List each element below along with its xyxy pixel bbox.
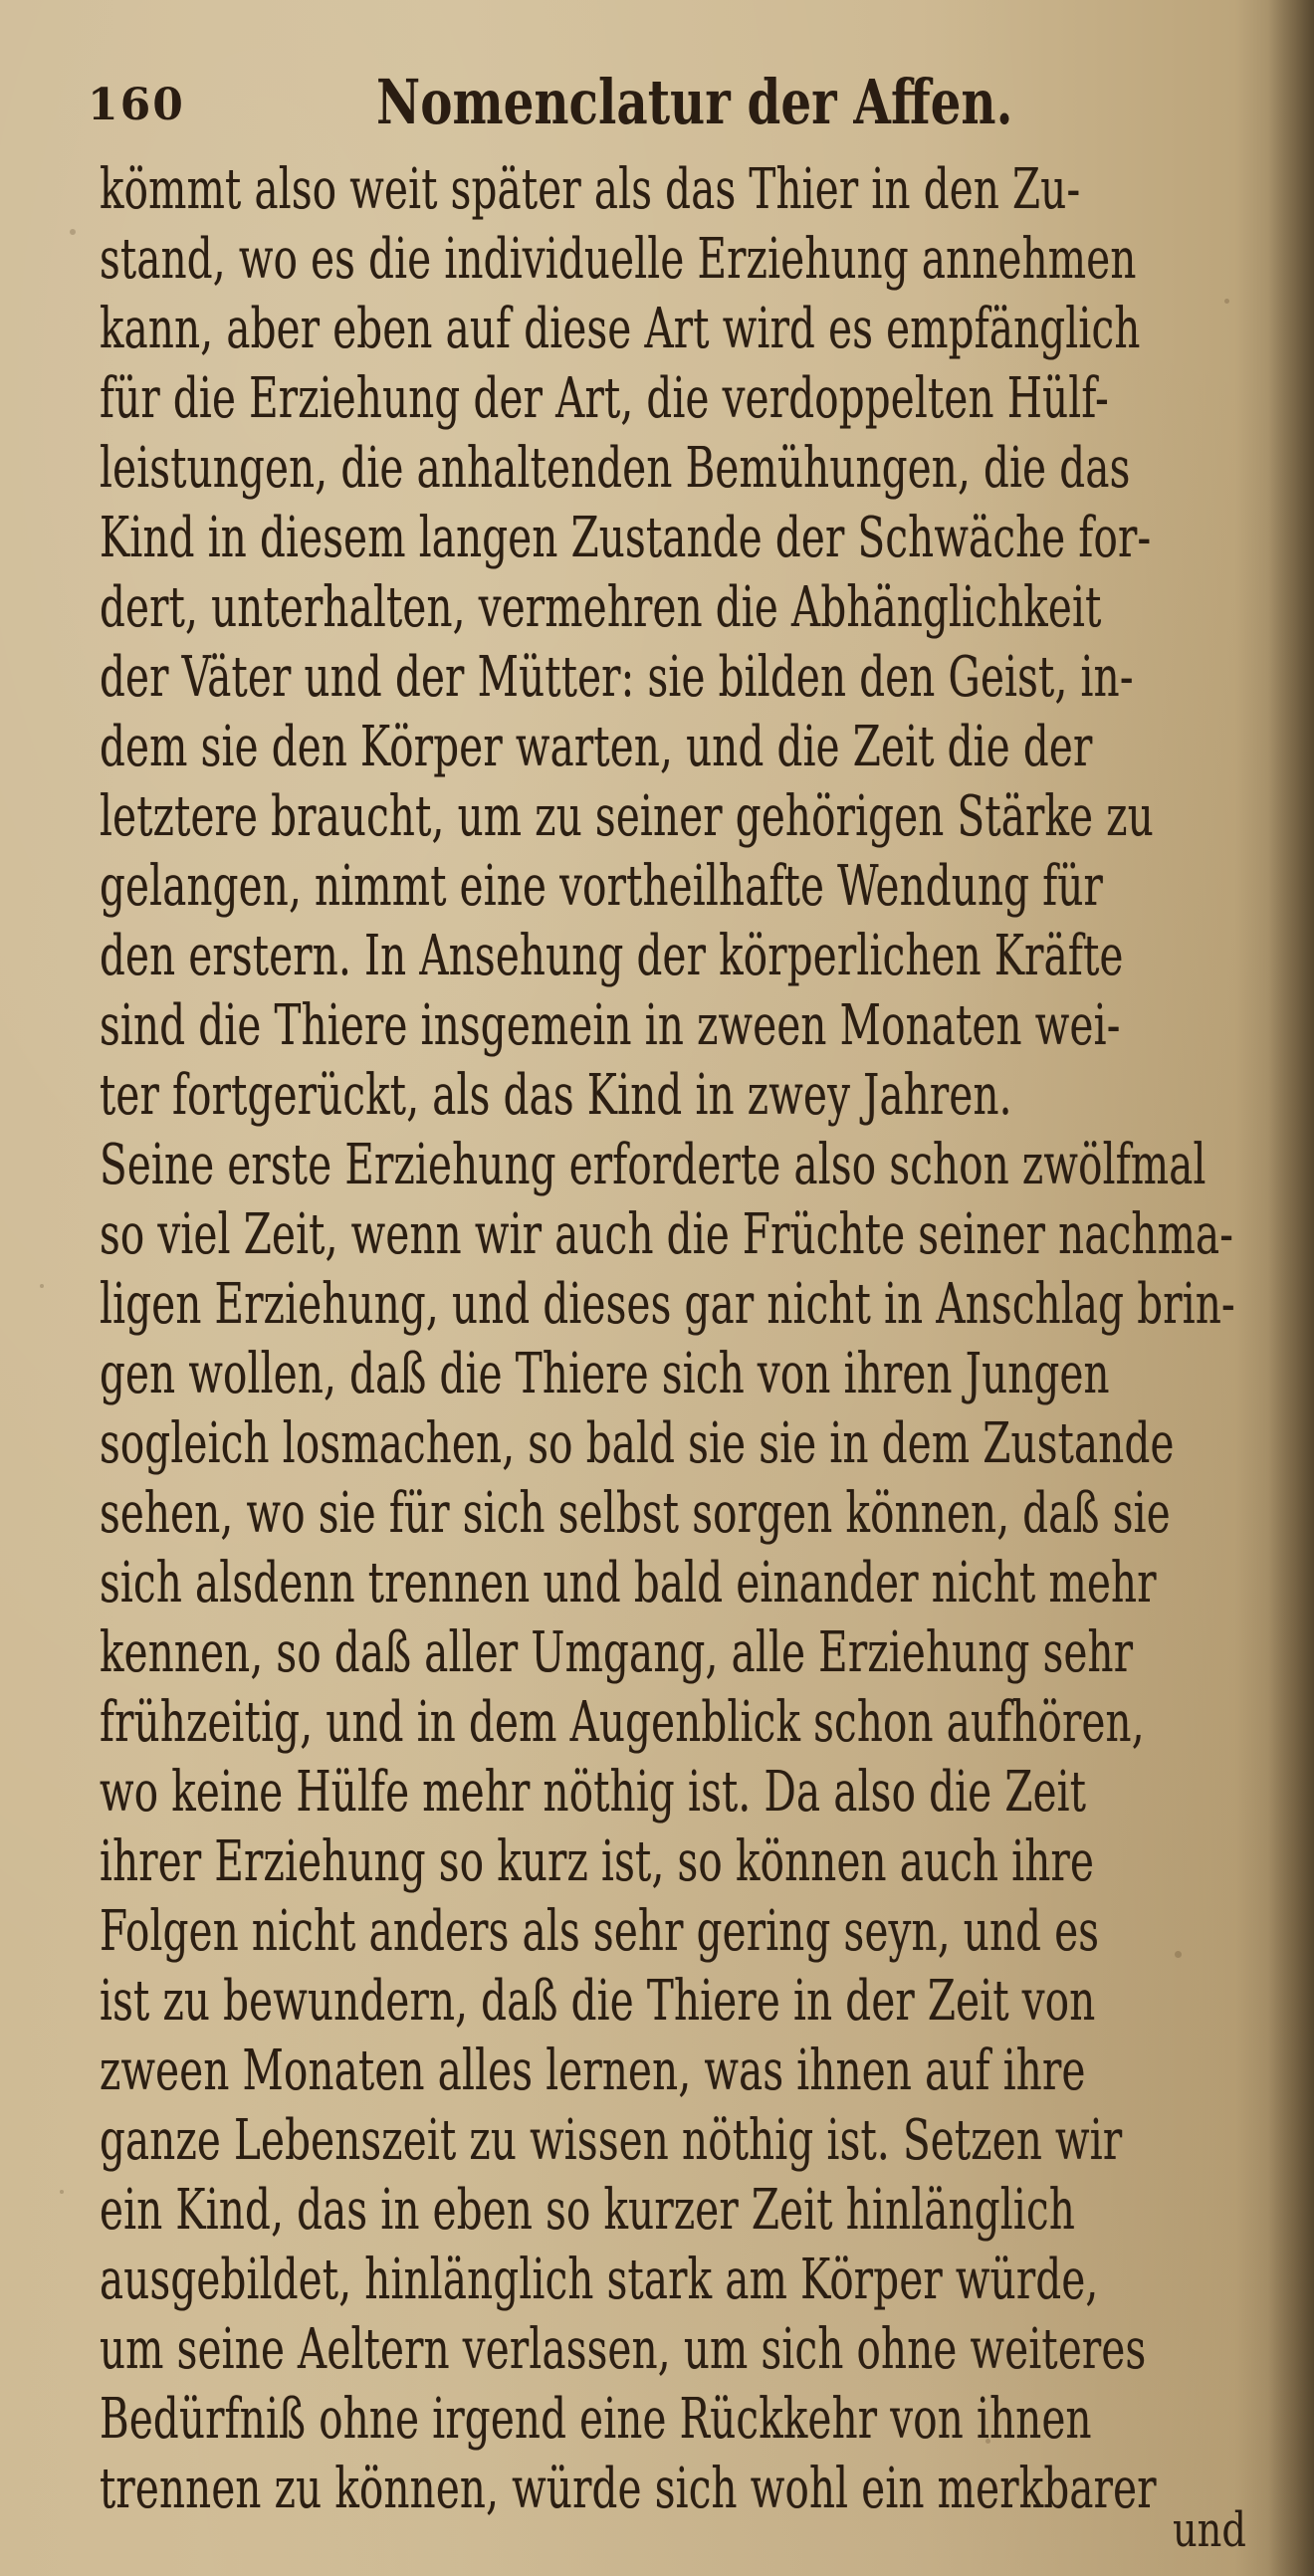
text-line: kennen, so daß aller Umgang, alle Erziehung sehr bbox=[100, 1620, 1134, 1685]
text-line: ein Kind, das in eben so kurzer Zeit hinlänglich bbox=[100, 2178, 1076, 2243]
text-line: wo keine Hülfe mehr nöthig ist. Da also die Zeit bbox=[100, 1760, 1087, 1825]
text-line: kann, aber eben auf diese Art wird es empfänglich bbox=[100, 297, 1141, 361]
text-line: sogleich losmachen, so bald sie sie in dem Zustande bbox=[100, 1411, 1175, 1476]
paper-stain bbox=[60, 2190, 64, 2194]
text-line: zween Monaten alles lernen, was ihnen auf ihre bbox=[100, 2039, 1086, 2103]
binding-shadow bbox=[1268, 0, 1314, 2576]
text-line: der Väter und der Mütter: sie bilden den Geist, in- bbox=[100, 645, 1134, 710]
text-line: kömmt also weit später als das Thier in den Zu- bbox=[100, 157, 1081, 222]
text-line: frühzeitig, und in dem Augenblick schon aufhören, bbox=[100, 1690, 1145, 1755]
text-line: um seine Aeltern verlassen, um sich ohne weiteres bbox=[100, 2317, 1147, 2382]
text-line: ausgebildet, hinlänglich stark am Körper würde, bbox=[100, 2248, 1099, 2312]
text-line: gelangen, nimmt eine vortheilhafte Wendung für bbox=[100, 854, 1104, 919]
text-line: den erstern. In Ansehung der körperlichen Kräfte bbox=[100, 924, 1124, 988]
text-line: dem sie den Körper warten, und die Zeit die der bbox=[100, 715, 1093, 779]
paper-stain bbox=[40, 1284, 44, 1288]
text-line: Bedürfniß ohne irgend eine Rückkehr von ihnen bbox=[100, 2387, 1092, 2452]
text-line: gen wollen, daß die Thiere sich von ihren Jungen bbox=[100, 1342, 1110, 1406]
text-line: Kind in diesem langen Zustande der Schwäche for- bbox=[100, 506, 1152, 570]
body-text bbox=[100, 155, 1274, 2544]
text-line: letztere braucht, um zu seiner gehörigen Stärke zu bbox=[100, 784, 1154, 849]
text-line: Folgen nicht anders als sehr gering seyn, und es bbox=[100, 1899, 1100, 1964]
page-number: 160 bbox=[88, 80, 185, 130]
paper-stain bbox=[70, 229, 76, 235]
text-line: ist zu bewundern, daß die Thiere in der Zeit von bbox=[100, 1969, 1096, 2034]
text-line: für die Erziehung der Art, die verdoppelten Hülf- bbox=[100, 366, 1109, 431]
text-line: Seine erste Erziehung erforderte also schon zwölfmal bbox=[100, 1133, 1206, 1197]
text-line: leistungen, die anhaltenden Bemühungen, die das bbox=[100, 436, 1131, 501]
text-line: stand, wo es die individuelle Erziehung annehmen bbox=[100, 227, 1137, 292]
text-line: sind die Thiere insgemein in zween Monaten wei- bbox=[100, 993, 1121, 1058]
text-line: sich alsdenn trennen und bald einander nicht mehr bbox=[100, 1551, 1157, 1615]
text-line: ter fortgerückt, als das Kind in zwey Jahren. bbox=[100, 1063, 1012, 1128]
text-line: ligen Erziehung, und dieses gar nicht in Anschlag brin- bbox=[100, 1272, 1235, 1337]
running-head: Nomenclatur der Affen. bbox=[376, 66, 1013, 138]
text-line: dert, unterhalten, vermehren die Abhänglichkeit bbox=[100, 575, 1102, 640]
text-line: trennen zu können, würde sich wohl ein merkbarer bbox=[100, 2457, 1157, 2521]
catchword: und bbox=[1172, 2502, 1246, 2558]
text-line: ganze Lebenszeit zu wissen nöthig ist. Setzen wir bbox=[100, 2108, 1123, 2173]
text-line: sehen, wo sie für sich selbst sorgen können, daß sie bbox=[100, 1481, 1171, 1546]
text-line: so viel Zeit, wenn wir auch die Früchte seiner nachma- bbox=[100, 1202, 1234, 1267]
text-line: ihrer Erziehung so kurz ist, so können auch ihre bbox=[100, 1829, 1095, 1894]
page-header bbox=[88, 62, 1203, 151]
